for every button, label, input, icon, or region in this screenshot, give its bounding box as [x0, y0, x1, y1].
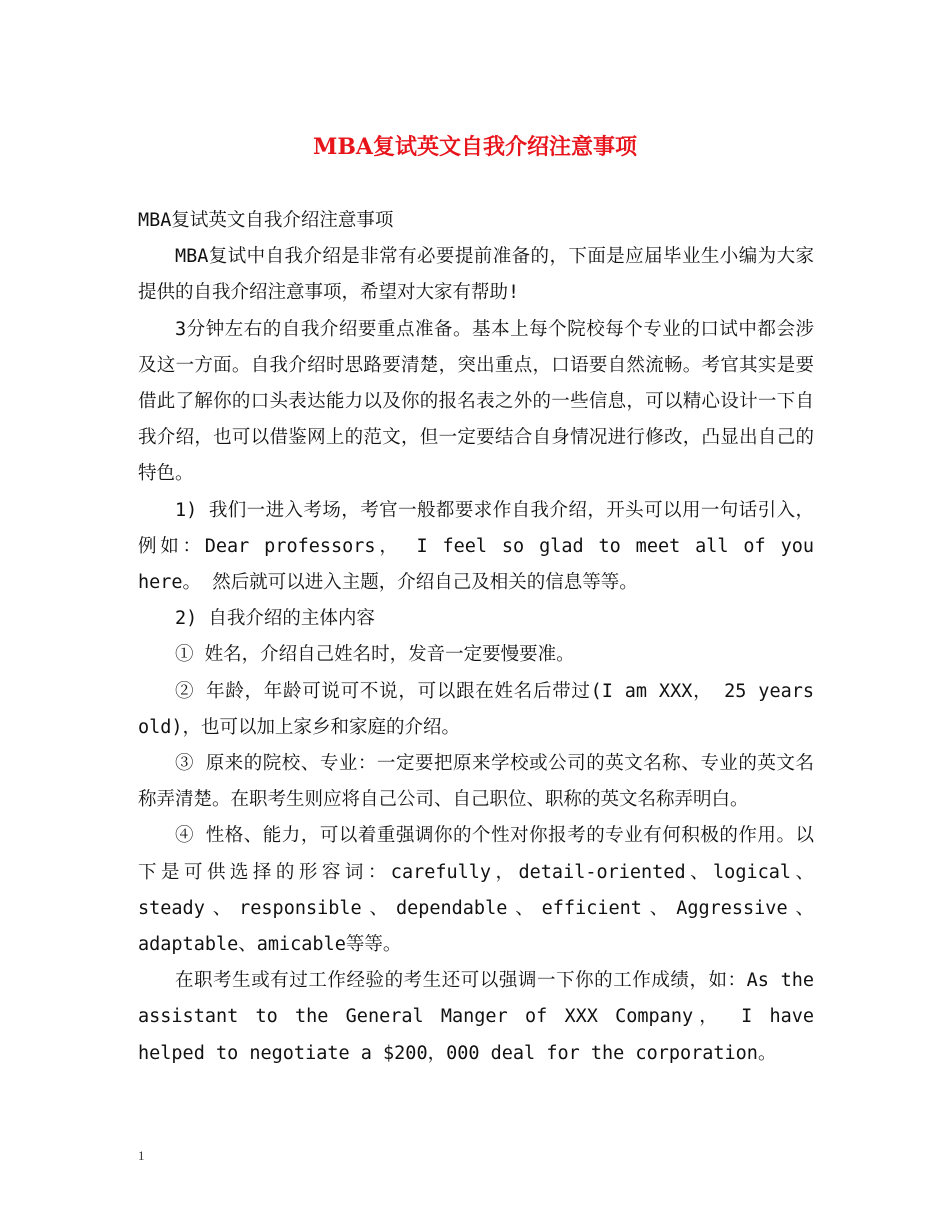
paragraph-personality: ④ 性格、能力，可以着重强调你的个性对你报考的专业有何积极的作用。以下是可供选择的形容词：carefully，detail-oriented、logical、steady、responsible、dependable、efficient、Aggressive、adaptable、amicable等等。: [138, 825, 814, 956]
paragraph-age: ② 年龄，年龄可说可不说，可以跟在姓名后带过(I am XXX， 25 years old)，也可以加上家乡和家庭的介绍。: [138, 680, 814, 738]
page-number: 1: [138, 1148, 145, 1163]
paragraph-point-1: 1) 我们一进入考场，考官一般都要求作自我介绍，开头可以用一句话引入，例如：Dear professors， I feel so glad to meet all of you here。 然后就可以进入主题，介绍自己及相关的信息等等。: [138, 499, 814, 594]
paragraph-work-experience: 在职考生或有过工作经验的考生还可以强调一下你的工作成绩，如：As the assistant to the General Manger of XXX Company， I have helped to negotiate a $200，000 deal for the corporation。: [138, 970, 814, 1064]
paragraph-heading: MBA复试英文自我介绍注意事项: [138, 210, 394, 231]
document-body: [138, 203, 814, 1072]
paragraph-point-2: 2) 自我介绍的主体内容: [175, 608, 375, 630]
paragraph-school-major: ③ 原来的院校、专业：一定要把原来学校或公司的英文名称、专业的英文名称弄清楚。在职考生则应将自己公司、自己职位、职称的英文名称弄明白。: [138, 753, 814, 811]
paragraph-name: ① 姓名，介绍自己姓名时，发音一定要慢要准。: [175, 644, 575, 666]
document-title: MBA复试英文自我介绍注意事项: [312, 134, 638, 160]
paragraph-intro: MBA复试中自我介绍是非常有必要提前准备的，下面是应届毕业生小编为大家提供的自我介绍注意事项，希望对大家有帮助!: [138, 246, 814, 304]
paragraph-three-minutes: 3分钟左右的自我介绍要重点准备。基本上每个院校每个专业的口试中都会涉及这一方面。自我介绍时思路要清楚，突出重点，口语要自然流畅。考官其实是要借此了解你的口头表达能力以及你的报名表之外的一些信息，可以精心设计一下自我介绍，也可以借鉴网上的范文，但一定要结合自身情况进行修改，凸显出自己的特色。: [138, 318, 814, 485]
